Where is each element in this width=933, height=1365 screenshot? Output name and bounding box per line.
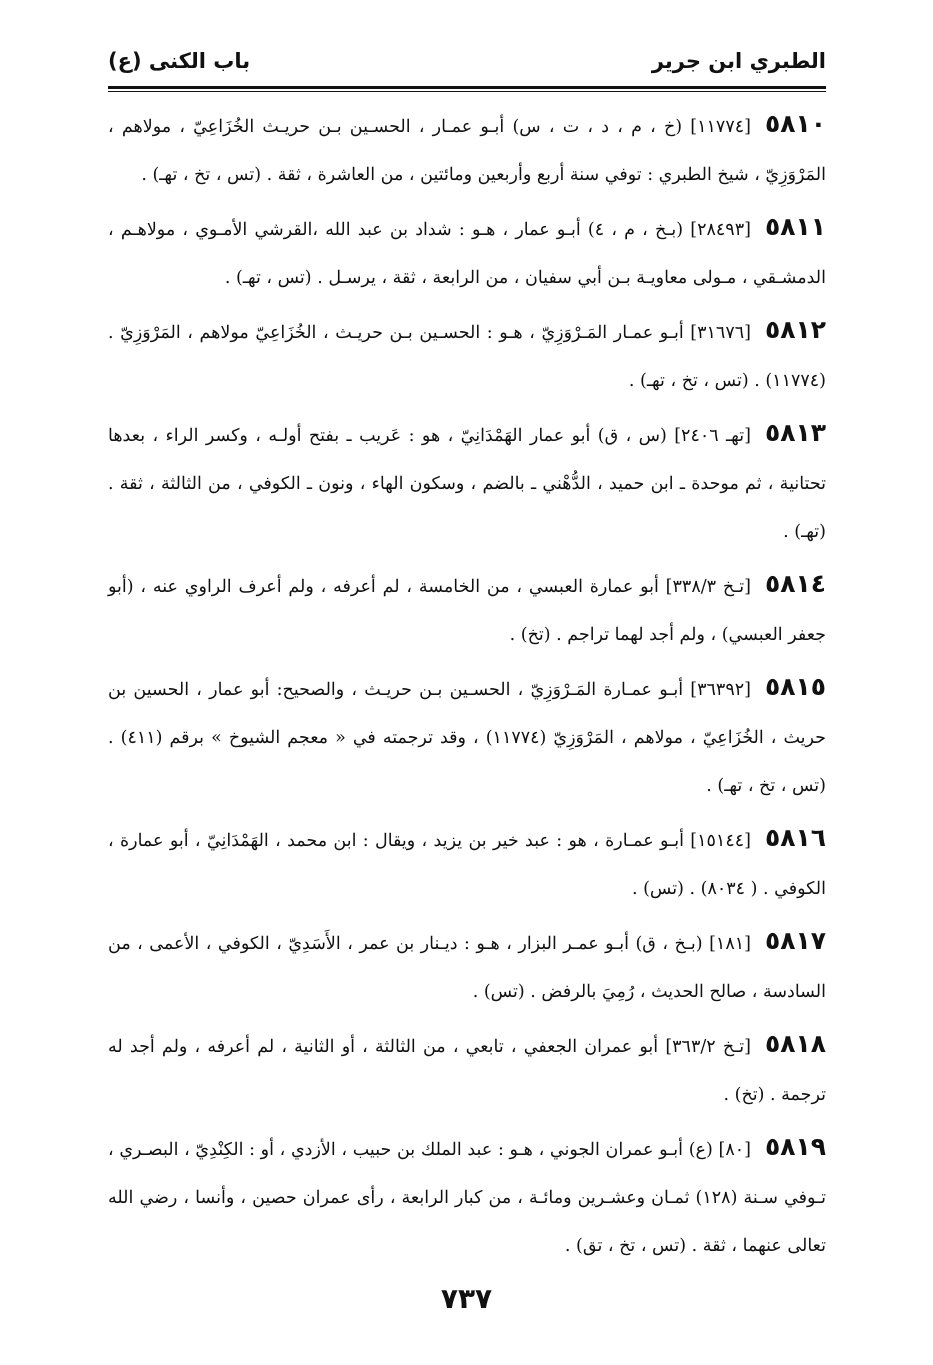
entry-number: ٥٨١٥ [764, 672, 826, 701]
entry-text: [تهـ ٢٤٠٦] (س ، ق) أبو عمار الهَمْدَانِيّ ، هو : عَريب ـ بفتح أولـه ، وكسر الراء ، بعدها تحتانية ، ثم موحدة ـ ابن حميد ، الدُّهْني ـ بالضم ، وسكون الهاء ، ونون ـ الكوفي ، من الثالثة ، ثقة . (تهـ) . [108, 426, 826, 542]
running-header [108, 38, 826, 84]
header-chapter: باب الكنى (ع) [108, 49, 251, 73]
entry-5814 [108, 560, 826, 659]
entry-number: ٥٨١١ [764, 212, 826, 241]
entry-5818 [108, 1020, 826, 1119]
entry-number: ٥٨١٩ [764, 1132, 826, 1161]
entry-5811 [108, 203, 826, 302]
page-number: ٧٣٧ [440, 1282, 493, 1315]
entry-text: [تـخ ٣٣٨/٣] أبو عمارة العبسي ، من الخامسة ، لم أعرفه ، ولم أعرف الراوي عنه ، (أبو جعفر العبسي) ، ولم أجد لهما تراجم . (تخ) . [108, 577, 826, 645]
entry-number: ٥٨١٣ [764, 418, 826, 447]
entry-text: [٨٠] (ع) أبـو عمران الجوني ، هـو : عبد الملك بن حبيب ، الأزدي ، أو : الكِنْدِيّ ، البصـري ، تـوفي سـنة (١٢٨) ثمـان وعشـرين ومائـة ، من كبار الرابعة ، رأى عمران حصين ، وأنسا ، رضي الله تعالى عنهما ، ثقة . (تس ، تخ ، تق) . [108, 1140, 826, 1256]
entry-text: [١٨١] (بـخ ، ق) أبـو عمـر البزار ، هـو : ديـنار بن عمر ، الأَسَدِيّ ، الكوفي ، الأعمى ، من السادسة ، صالح الحديث ، رُمِيَ بالرفض . (تس) . [108, 934, 826, 1002]
header-rule [108, 86, 826, 89]
entry-text: [٢٨٤٩٣] (بـخ ، م ، ٤) أبـو عمار ، هـو : شداد بن عبد الله ،القرشي الأمـوي ، مولاهـم ، الدمشـقي ، مـولى معاويـة بـن أبي سفيان ، من الرابعة ، ثقة ، يرسـل . (تس ، تهـ) . [108, 220, 826, 288]
entry-text: [٣٦٣٩٢] أبـو عمـارة المَـرْوَزِيّ ، الحسـين بـن حريـث ، والصحيح: أبو عمار ، الحسين بن حريث ، الخُزَاعِيّ ، مولاهم ، المَرْوَزِيّ (١١٧٧٤) ، وقد ترجمته في « معجم الشيوخ » برقم (٤١١) . (تس ، تخ ، تهـ) . [108, 680, 826, 796]
entry-number: ٥٨١٧ [764, 926, 826, 955]
entry-text: [١٥١٤٤] أبـو عمـارة ، هو : عبد خير بن يزيد ، ويقال : ابن محمد ، الهَمْدَانِيّ ، أبو عمارة ، الكوفي . ( ٨٠٣٤) . (تس) . [108, 831, 826, 899]
entry-number: ٥٨١٠ [764, 109, 826, 138]
entry-5812 [108, 306, 826, 405]
entry-text: [تـخ ٣٦٣/٢] أبو عمران الجعفي ، تابعي ، من الثالثة ، أو الثانية ، لم أعرفه ، ولم أجد له ترجمة . (تخ) . [108, 1037, 826, 1105]
entry-number: ٥٨١٤ [764, 569, 826, 598]
entry-number: ٥٨١٨ [764, 1029, 826, 1058]
header-author: الطبري ابن جرير [651, 49, 826, 73]
entry-text: [٣١٦٧٦] أبـو عمـار المَـرْوَزِيّ ، هـو : الحسـين بـن حريـث ، الخُزَاعِيّ مولاهم ، المَرْوَزِيّ . (١١٧٧٤) . (تس ، تخ ، تهـ) . [108, 323, 826, 391]
entry-5813 [108, 409, 826, 556]
entry-5819 [108, 1123, 826, 1270]
entry-text: [١١٧٧٤] (خ ، م ، د ، ت ، س) أبـو عمـار ، الحسـين بـن حريـث الخُزَاعِيّ ، مولاهم ، المَرْوَزِيّ ، شيخ الطبري : توفي سنة أربع وأربعين ومائتين ، من العاشرة ، ثقة . (تس ، تخ ، تهـ) . [108, 117, 826, 185]
entry-number: ٥٨١٦ [764, 823, 826, 852]
entry-5817 [108, 917, 826, 1016]
entry-number: ٥٨١٢ [764, 315, 826, 344]
entry-5816 [108, 814, 826, 913]
header-rule-thin [108, 91, 826, 92]
entry-5815 [108, 663, 826, 810]
entries-list [108, 100, 826, 1274]
entry-5810 [108, 100, 826, 199]
